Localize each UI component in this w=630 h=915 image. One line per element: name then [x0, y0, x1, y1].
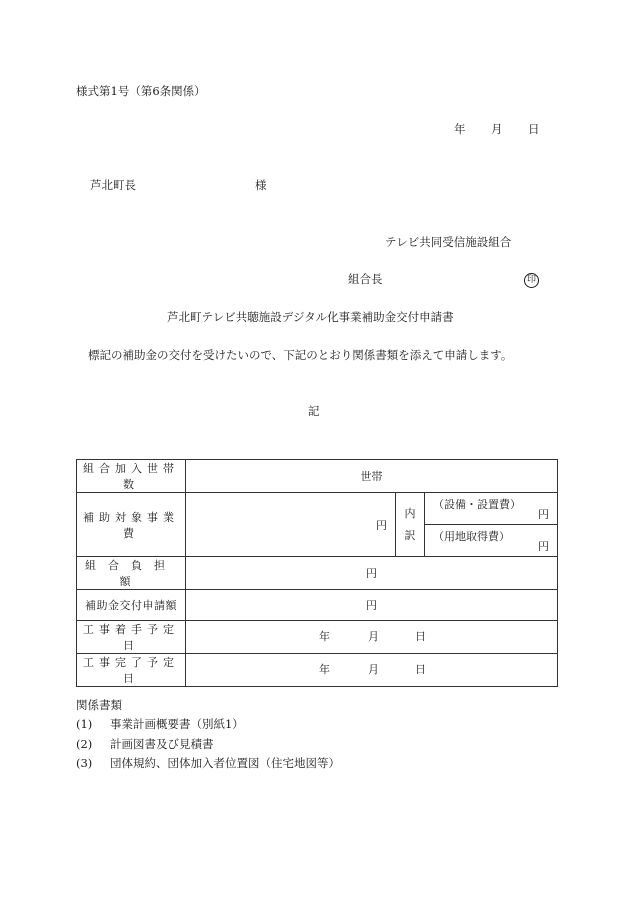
start-date [186, 621, 558, 654]
list-item [76, 758, 340, 770]
households-label: 組合加入世帯数 [77, 460, 186, 493]
item-text: 団体規約、団体加入者位置図（住宅地図等） [109, 756, 340, 770]
applicant-title: 組合長 [348, 272, 383, 286]
breakdown-label-text: 内訳 [404, 506, 416, 542]
date-year: 年 [454, 122, 466, 136]
start-day: 日 [415, 630, 426, 643]
table-row [77, 621, 558, 654]
equipment-label: （設備・設置費） [433, 497, 521, 511]
form-number: 様式第1号（第6条関係） [76, 84, 206, 98]
project-cost-label: 補助対象事業費 [77, 493, 186, 557]
application-table [76, 459, 558, 687]
addressee-honorific: 様 [255, 178, 267, 192]
request-value: 円 [186, 590, 558, 621]
project-cost-value: 円 [186, 493, 396, 557]
start-year: 年 [319, 630, 330, 643]
start-month: 月 [368, 630, 379, 643]
land-label: （用地取得費） [433, 529, 510, 543]
seal-icon: 印 [524, 273, 539, 288]
item-number: (1) [76, 717, 93, 731]
equipment-unit: 円 [538, 507, 550, 521]
item-text: 計画図書及び見積書 [109, 737, 214, 751]
table-row [77, 460, 558, 493]
end-month: 月 [368, 663, 379, 676]
item-number: (2) [76, 737, 93, 751]
start-label: 工事着手予定日 [77, 621, 186, 654]
end-year: 年 [319, 663, 330, 676]
item-text: 事業計画概要書（別紙1） [109, 717, 244, 731]
households-value: 世帯 [186, 460, 558, 493]
documents-heading: 関係書類 [76, 698, 122, 712]
addressee-name: 芦北町長 [90, 178, 136, 192]
item-number: (3) [76, 756, 93, 770]
table-row [77, 590, 558, 621]
burden-label: 組合負担額 [77, 557, 186, 590]
land-cell [425, 525, 558, 557]
table-row [77, 557, 558, 590]
ki-heading: 記 [308, 404, 320, 418]
request-label: 補助金交付申請額 [77, 590, 186, 621]
end-day: 日 [415, 663, 426, 676]
end-date [186, 654, 558, 687]
table-row [77, 493, 558, 525]
breakdown-label [396, 493, 425, 557]
land-unit: 円 [538, 539, 550, 553]
list-item [76, 739, 213, 751]
date-month: 月 [491, 122, 503, 136]
list-item [76, 719, 244, 731]
date-day: 日 [528, 122, 540, 136]
seal-mark [524, 273, 539, 288]
burden-value: 円 [186, 557, 558, 590]
doc-title: 芦北町テレビ共聴施設デジタル化事業補助金交付申請書 [167, 310, 454, 324]
applicant-org: テレビ共同受信施設組合 [385, 235, 512, 249]
table-row [77, 654, 558, 687]
end-label: 工事完了予定日 [77, 654, 186, 687]
body-text: 標記の補助金の交付を受けたいので、下記のとおり関係書類を添えて申請します。 [88, 348, 513, 362]
equipment-cell [425, 493, 558, 525]
